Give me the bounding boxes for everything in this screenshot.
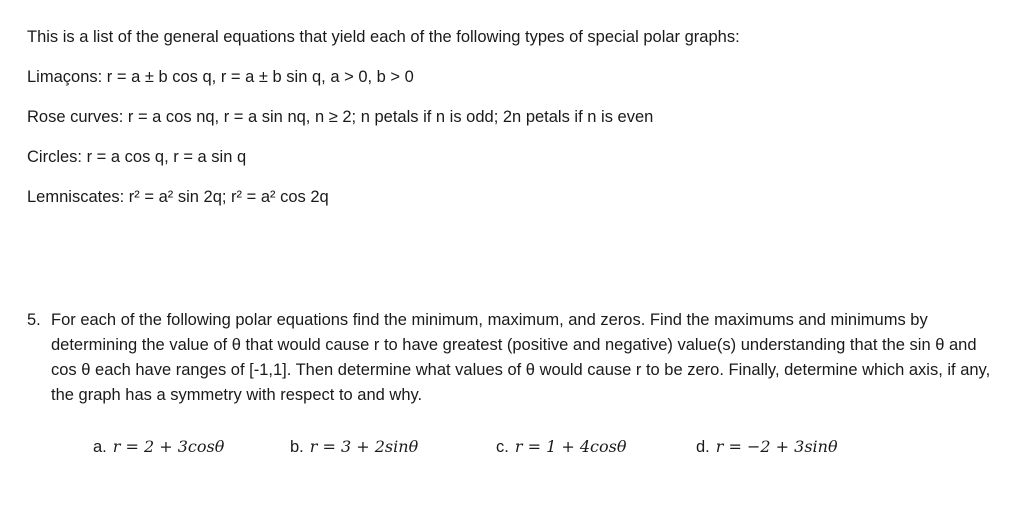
- choice-label: c.: [496, 438, 509, 456]
- choice-a: [93, 437, 224, 457]
- choice-label: a.: [93, 438, 107, 456]
- choice-equation: r = −2 + 3sinθ: [715, 437, 838, 456]
- intro-heading: This is a list of the general equations that yield each of the following types of special polar graphs:: [27, 28, 740, 46]
- circles-equations: Circles: r = a cos q, r = a sin q: [27, 148, 247, 166]
- choice-equation: r = 3 + 2sinθ: [309, 437, 419, 456]
- lemniscates-equations: Lemniscates: r² = a² sin 2q; r² = a² cos 2q: [27, 188, 329, 206]
- limacons-equations: Limaçons: r = a ± b cos q, r = a ± b sin q, a > 0, b > 0: [27, 68, 414, 86]
- problem-number: 5.: [27, 311, 41, 329]
- problem-5: [27, 308, 997, 408]
- choice-equation: r = 1 + 4cosθ: [514, 437, 627, 456]
- equation-choices: [0, 437, 1017, 461]
- choice-label: d.: [696, 438, 710, 456]
- rose-curves-equations: Rose curves: r = a cos nq, r = a sin nq, n ≥ 2; n petals if n is odd; 2n petals if n is even: [27, 108, 654, 126]
- choice-label: b.: [290, 438, 304, 456]
- choice-b: [290, 437, 418, 457]
- choice-equation: r = 2 + 3cosθ: [112, 437, 225, 456]
- choice-d: [696, 437, 838, 457]
- problem-text: For each of the following polar equations find the minimum, maximum, and zeros. Find the maximums and minimums by determining the value of θ that would cause r to have greatest (positive and negative) value(s) understanding that the sin θ and cos θ each have ranges of [-1,1]. Then determine what values of θ would cause r to be zero. Finally, determine which axis, if any, the graph has a symmetry with respect to and why.: [51, 311, 991, 404]
- choice-c: [496, 437, 626, 457]
